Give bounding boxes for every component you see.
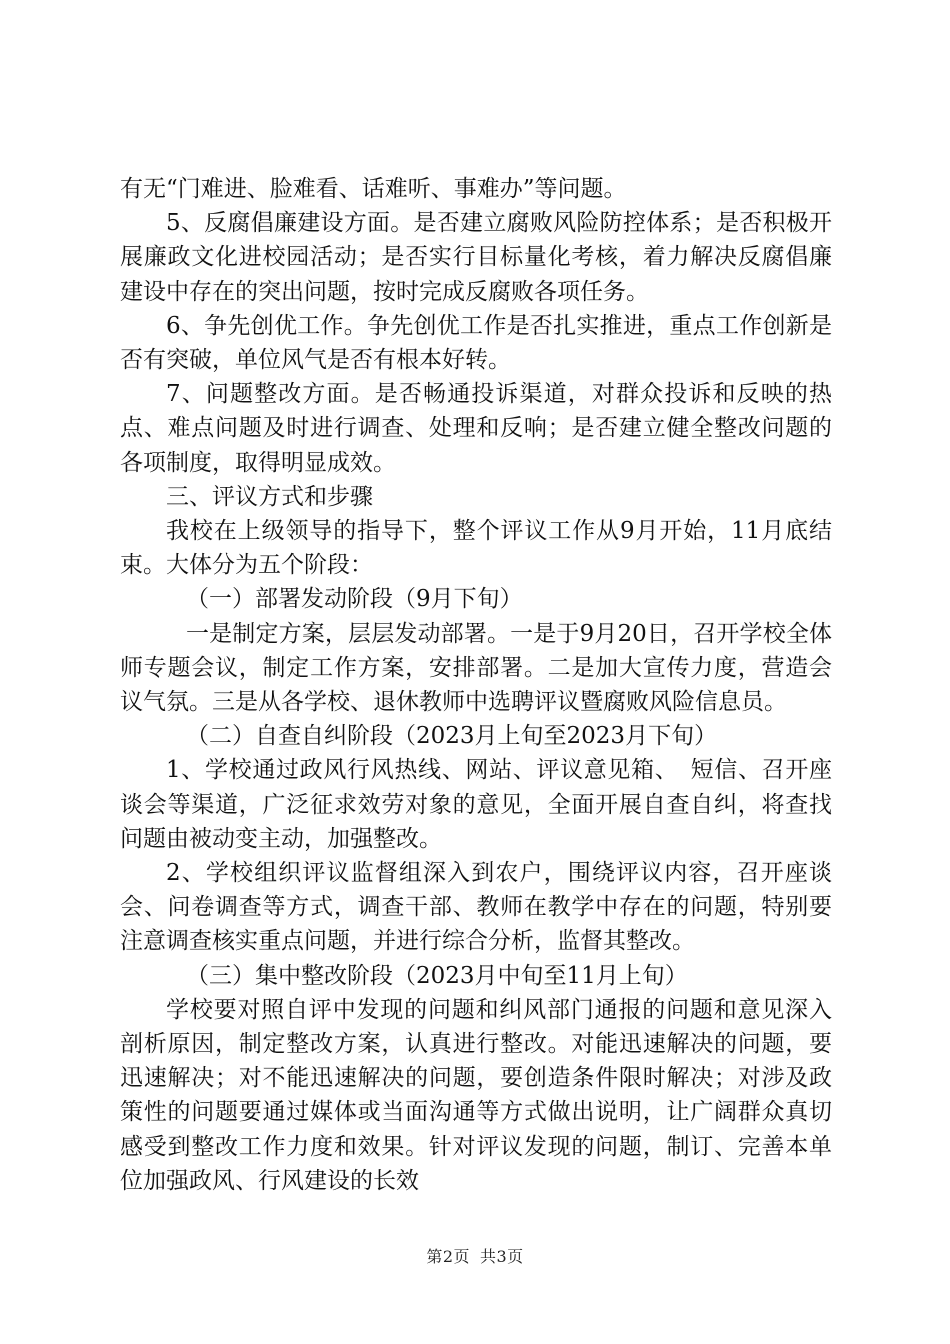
document-body (120, 172, 832, 1198)
paragraph: 学校要对照自评中发现的问题和纠风部门通报的问题和意见深入剖析原因，制定整改方案，认真进行整改。对能迅速解决的问题，要迅速解决；对不能迅速解决的问题，要创造条件限时解决；对涉及政策性的问题要通过媒体或当面沟通等方式做出说明，让广阔群众真切感受到整改工作力度和效果。针对评议发现的问题，制订、完善本单位加强政风、行风建设的长效 (120, 996, 832, 1194)
paragraph: 7、问题整改方面。是否畅通投诉渠道，对群众投诉和反映的热点、难点问题及时进行调查、处理和反响；是否建立健全整改问题的各项制度，取得明显成效。 (120, 381, 832, 476)
paragraph: 6、争先创优工作。争先创优工作是否扎实推进，重点工作创新是否有突破，单位风气是否有根本好转。 (120, 312, 832, 374)
paragraph: 一是制定方案，层层发动部署。一是于9月20日，召开学校全体师专题会议，制定工作方案，安排部署。二是加大宣传力度，营造会议气氛。三是从各学校、退休教师中选聘评议暨腐败风险信息员。 (120, 620, 832, 716)
page-number: 第2页 (426, 1247, 470, 1266)
paragraph: 我校在上级领导的指导下，整个评议工作从9月开始，11月底结束。大体分为五个阶段： (120, 518, 832, 579)
paragraph: 有无“门难进、脸难看、话难听、事难办”等问题。 (120, 176, 627, 202)
paragraph: 2、学校组织评议监督组深入到农户，围绕评议内容，召开座谈会、问卷调查等方式，调查干部、教师在教学中存在的问题，特别要注意调查核实重点问题，并进行综合分析，监督其整改。 (120, 860, 832, 955)
paragraph: 5、反腐倡廉建设方面。是否建立腐败风险防控体系；是否积极开展廉政文化进校园活动；是否实行目标量化考核，着力解决反腐倡廉建设中存在的突出问题，按时完成反腐败各项任务。 (120, 210, 832, 305)
subsection-heading: （三）集中整改阶段（2023月中旬至11月上旬） (186, 962, 688, 989)
page-total: 共3页 (480, 1247, 524, 1266)
page-footer (0, 1244, 950, 1267)
section-heading: 三、评议方式和步骤 (166, 483, 373, 510)
subsection-heading: （二）自查自纠阶段（2023月上旬至2023月下旬） (186, 723, 718, 750)
subsection-heading: （一）部署发动阶段（9月下旬） (186, 586, 523, 613)
paragraph: 1、学校通过政风行风热线、网站、评议意见箱、 短信、召开座谈会等渠道，广泛征求效劳对象的意见，全面开展自查自纠，将查找问题由被动变主动，加强整改。 (120, 757, 832, 852)
